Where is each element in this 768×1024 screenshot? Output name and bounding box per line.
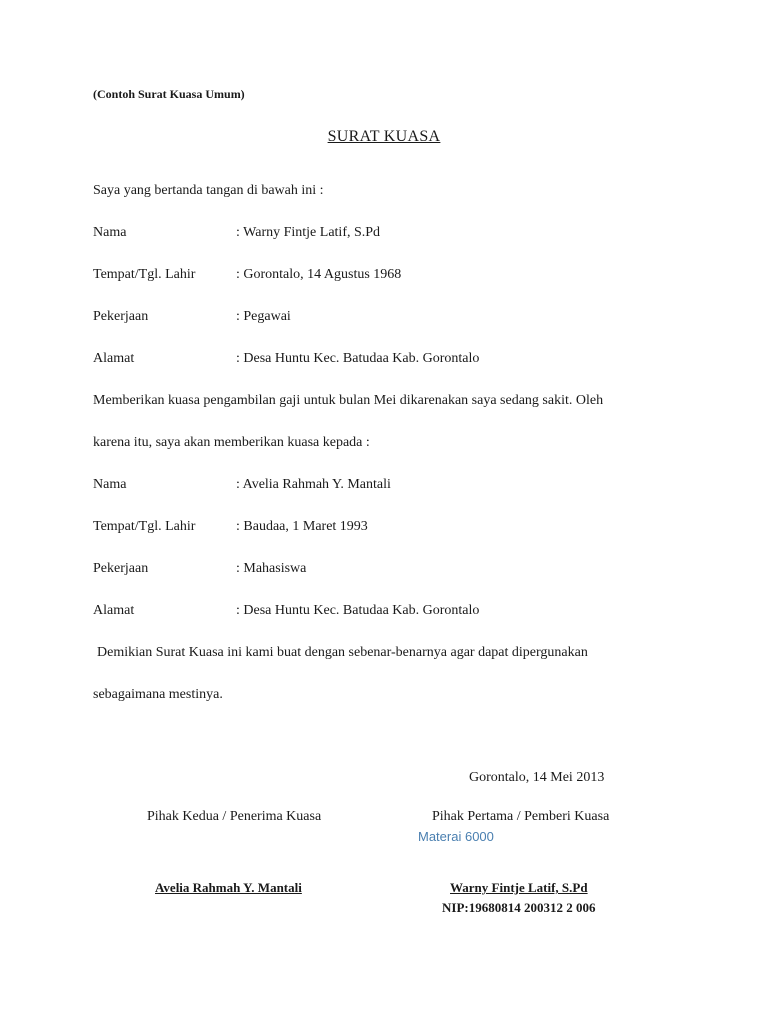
first-party-name-value: : Warny Fintje Latif, S.Pd xyxy=(236,225,381,240)
intro-text: Saya yang bertanda tangan di bawah ini : xyxy=(93,183,324,198)
header-note: (Contoh Surat Kuasa Umum) xyxy=(93,87,245,101)
second-party-birth-value: : Baudaa, 1 Maret 1993 xyxy=(236,519,368,534)
second-party-name-label: Nama xyxy=(93,477,127,492)
first-party-address-value: : Desa Huntu Kec. Batudaa Kab. Gorontalo xyxy=(236,351,480,366)
closing-line-1: Demikian Surat Kuasa ini kami buat dengan sebenar-benarnya agar dapat dipergunakan xyxy=(97,645,588,660)
second-party-role: Pihak Kedua / Penerima Kuasa xyxy=(147,809,322,824)
second-party-address-value: : Desa Huntu Kec. Batudaa Kab. Gorontalo xyxy=(236,603,480,618)
document-title: SURAT KUASA xyxy=(327,128,441,145)
closing-line-2: sebagaimana mestinya. xyxy=(93,687,223,702)
second-party-signature-name: Avelia Rahmah Y. Mantali xyxy=(155,880,302,895)
second-party-job-value: : Mahasiswa xyxy=(236,561,307,576)
first-party-address-label: Alamat xyxy=(93,351,135,366)
first-party-birth-value: : Gorontalo, 14 Agustus 1968 xyxy=(236,267,402,282)
first-party-role: Pihak Pertama / Pemberi Kuasa xyxy=(432,809,610,824)
first-party-signature-name: Warny Fintje Latif, S.Pd xyxy=(450,880,588,895)
second-party-address-label: Alamat xyxy=(93,603,135,618)
first-party-job-label: Pekerjaan xyxy=(93,309,149,324)
first-party-nip: NIP:19680814 200312 2 006 xyxy=(442,900,596,915)
stamp-duty-label: Materai 6000 xyxy=(418,829,494,844)
first-party-job-value: : Pegawai xyxy=(236,309,291,324)
second-party-birth-label: Tempat/Tgl. Lahir xyxy=(93,519,196,534)
statement-line-2: karena itu, saya akan memberikan kuasa kepada : xyxy=(93,435,370,450)
statement-line-1: Memberikan kuasa pengambilan gaji untuk bulan Mei dikarenakan saya sedang sakit. Oleh xyxy=(93,393,604,408)
first-party-birth-label: Tempat/Tgl. Lahir xyxy=(93,267,196,282)
second-party-job-label: Pekerjaan xyxy=(93,561,149,576)
place-date: Gorontalo, 14 Mei 2013 xyxy=(469,770,605,785)
second-party-name-value: : Avelia Rahmah Y. Mantali xyxy=(236,477,391,492)
first-party-name-label: Nama xyxy=(93,225,127,240)
